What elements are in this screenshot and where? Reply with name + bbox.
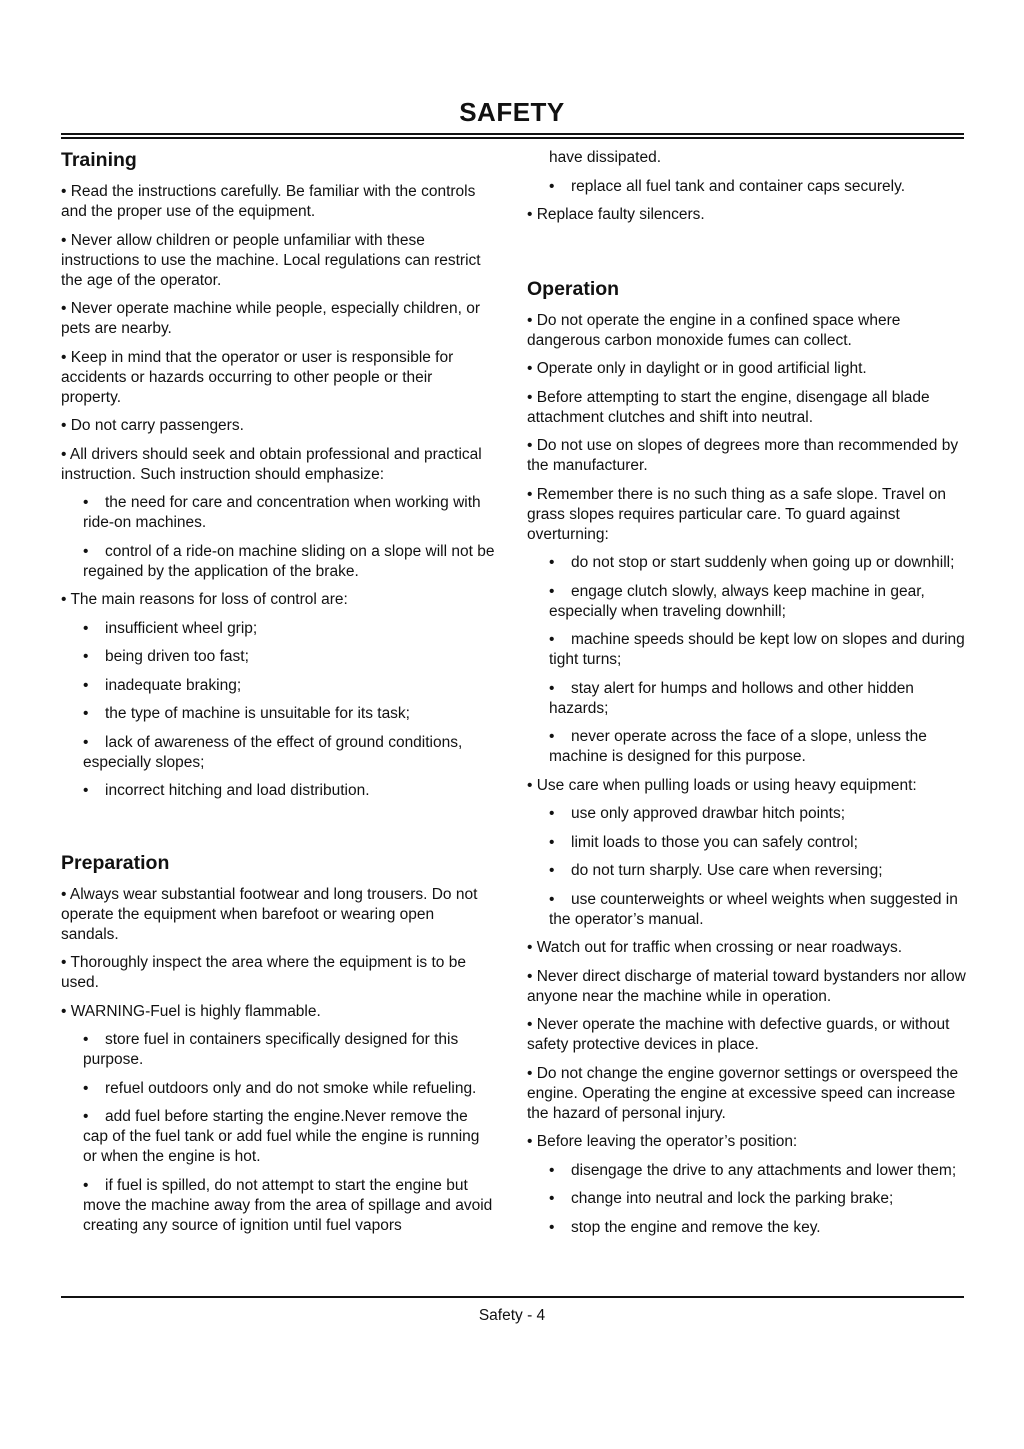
bullet-paragraph: • Operate only in daylight or in good artificial light. (527, 360, 867, 377)
sub-bullet-item (83, 1107, 496, 1167)
bullet-text: never operate across the face of a slope, unless the machine is designed for this purpose. (549, 728, 927, 765)
right-column (527, 148, 967, 1246)
bullet-icon: • (549, 1218, 555, 1236)
sub-bullet-item (83, 1030, 496, 1070)
bullet-paragraph: • Remember there is no such thing as a safe slope. Travel on grass slopes requires particular care. To guard against overturning: (527, 485, 946, 543)
sub-bullet-item (549, 177, 967, 197)
section-preparation (61, 851, 496, 1236)
bullet-paragraph: • Keep in mind that the operator or user is responsible for accidents or hazards occurring to other people or their property. (61, 348, 454, 406)
section-training (61, 148, 496, 801)
sub-bullet-item (549, 582, 967, 622)
bullet-icon: • (549, 862, 555, 879)
training-list (61, 182, 496, 801)
bullet-text: the need for care and concentration when working with ride-on machines. (83, 494, 481, 531)
bullet-text: change into neutral and lock the parking brake; (571, 1190, 894, 1207)
sub-bullet-item (83, 676, 496, 696)
bullet-paragraph: • WARNING-Fuel is highly flammable. (61, 1002, 321, 1020)
sub-bullet-item (83, 781, 496, 801)
section-spacer (527, 234, 967, 277)
sub-bullet-item (83, 542, 496, 582)
bullet-icon: • (549, 582, 555, 600)
bullet-icon: • (83, 542, 89, 560)
header-double-rule (61, 133, 964, 139)
sub-bullet-item (549, 630, 967, 670)
bullet-icon: • (83, 782, 89, 799)
operation-list (527, 311, 967, 1238)
sub-bullet-item (83, 704, 496, 724)
bullet-text: stay alert for humps and hollows and other hidden hazards; (549, 679, 914, 717)
bullet-paragraph: • The main reasons for loss of control are: (61, 591, 348, 608)
bullet-icon: • (83, 648, 89, 665)
bullet-paragraph: • Before attempting to start the engine, disengage all blade attachment clutches and shift into neutral. (527, 388, 930, 426)
bullet-text: lack of awareness of the effect of ground conditions, especially slopes; (83, 733, 463, 771)
bullet-icon: • (549, 805, 555, 822)
sub-bullet-item (549, 1218, 967, 1238)
bullet-paragraph: • Do not use on slopes of degrees more than recommended by the manufacturer. (527, 437, 959, 474)
bullet-icon: • (83, 1176, 89, 1194)
bullet-icon: • (549, 631, 555, 648)
bullet-paragraph: • Never operate machine while people, especially children, or pets are nearby. (61, 300, 480, 337)
page-title: SAFETY (459, 97, 565, 127)
bullet-text: inadequate braking; (105, 676, 242, 694)
bullet-text: the type of machine is unsuitable for its task; (105, 705, 410, 722)
bullet-icon: • (549, 679, 555, 697)
sub-bullet-item (83, 1079, 496, 1099)
bullet-text: add fuel before starting the engine.Never remove the cap of the fuel tank or add fuel while the engine is running or when the engine is hot. (83, 1108, 480, 1165)
bullet-text: do not stop or start suddenly when going up or downhill; (571, 554, 955, 571)
sub-bullet-item (83, 733, 496, 773)
sub-bullet-item (549, 1161, 967, 1181)
bullet-text: incorrect hitching and load distribution. (105, 782, 370, 799)
page-footer: Safety - 4 (478, 1307, 546, 1324)
bullet-icon: • (549, 554, 555, 571)
section-operation (527, 277, 967, 1238)
bullet-icon: • (549, 890, 555, 908)
bullet-paragraph: • Never allow children or people unfamiliar with these instructions to use the machine. Local regulations can restrict the age of the operator. (61, 231, 481, 289)
bullet-text: being driven too fast; (105, 648, 249, 665)
bullet-paragraph: • Do not change the engine governor settings or overspeed the engine. Operating the engine at excessive speed can increase the hazard of personal injury. (527, 1064, 959, 1122)
section-heading-preparation: Preparation (61, 851, 170, 874)
bullet-icon: • (83, 1108, 89, 1125)
bullet-text: do not turn sharply. Use care when reversing; (571, 862, 883, 879)
bullet-text: store fuel in containers specifically designed for this purpose. (83, 1031, 459, 1068)
bullet-text: if fuel is spilled, do not attempt to start the engine but move the machine away from the area of spillage and avoid creating any source of ignition until fuel vapors (83, 1176, 493, 1234)
bullet-text: limit loads to those you can safely control; (571, 833, 858, 851)
bullet-paragraph: • Before leaving the operator’s position: (527, 1133, 798, 1150)
bullet-paragraph: • Do not operate the engine in a confined space where dangerous carbon monoxide fumes can collect. (527, 311, 901, 349)
bullet-paragraph: • Always wear substantial footwear and long trousers. Do not operate the equipment when barefoot or wearing open sandals. (61, 885, 478, 943)
section-preparation-continued (527, 148, 967, 225)
bullet-icon: • (83, 1079, 89, 1097)
bullet-icon: • (549, 728, 555, 745)
sub-bullet-item (83, 493, 496, 533)
bullet-text: use counterweights or wheel weights when suggested in the operator’s manual. (549, 890, 958, 928)
sub-bullet-item (83, 619, 496, 639)
section-heading-operation: Operation (527, 277, 620, 300)
bullet-paragraph: • Thoroughly inspect the area where the equipment is to be used. (61, 954, 466, 991)
bullet-text: insufficient wheel grip; (105, 619, 258, 637)
bullet-paragraph: • Replace faulty silencers. (527, 206, 705, 223)
bullet-icon: • (83, 619, 89, 637)
sub-bullet-item (549, 833, 967, 853)
bullet-icon: • (83, 676, 89, 694)
bullet-text: use only approved drawbar hitch points; (571, 805, 845, 822)
bullet-text: disengage the drive to any attachments and lower them; (571, 1161, 957, 1179)
sub-bullet-item (549, 553, 967, 573)
bullet-text: engage clutch slowly, always keep machine in gear, especially when traveling downhill; (549, 582, 925, 620)
sub-bullet-item (549, 861, 967, 881)
bullet-icon: • (549, 833, 555, 851)
bullet-icon: • (83, 733, 89, 751)
sub-bullet-item (549, 1189, 967, 1209)
bullet-icon: • (549, 1190, 555, 1207)
preparation-list (61, 885, 496, 1236)
bullet-paragraph: • Do not carry passengers. (61, 417, 244, 434)
section-spacer (61, 810, 496, 851)
bullet-icon: • (83, 1031, 89, 1048)
bullet-text: refuel outdoors only and do not smoke while refueling. (105, 1079, 477, 1097)
sub-bullet-item (549, 679, 967, 719)
bullet-paragraph: • All drivers should seek and obtain professional and practical instruction. Such instruction should emphasize: (61, 445, 482, 483)
sub-bullet-item (549, 804, 967, 824)
bullet-paragraph: • Never operate the machine with defective guards, or without safety protective devices in place. (527, 1016, 950, 1053)
footer-rule (61, 1296, 964, 1298)
bullet-text: control of a ride-on machine sliding on a slope will not be regained by the application of the brake. (83, 542, 495, 580)
section-heading-training: Training (61, 149, 137, 171)
sub-bullet-item (83, 647, 496, 667)
sub-bullet-item (549, 727, 967, 767)
bullet-icon: • (549, 1161, 555, 1179)
bullet-paragraph: • Read the instructions carefully. Be familiar with the controls and the proper use of the equipment. (61, 183, 476, 220)
bullet-paragraph: • Never direct discharge of material toward bystanders nor allow anyone near the machine while in operation. (527, 967, 966, 1005)
left-column (61, 148, 496, 1244)
bullet-icon: • (83, 494, 89, 511)
bullet-text: replace all fuel tank and container caps securely. (571, 177, 906, 195)
bullet-text: stop the engine and remove the key. (571, 1218, 821, 1236)
sub-bullet-item (549, 890, 967, 930)
bullet-paragraph: • Watch out for traffic when crossing or near roadways. (527, 939, 903, 956)
bullet-icon: • (549, 177, 555, 195)
sub-bullet-item (83, 1176, 496, 1236)
preparation-continued-list (527, 148, 967, 225)
bullet-text: machine speeds should be kept low on slopes and during tight turns; (549, 631, 965, 668)
continued-text: have dissipated. (549, 149, 662, 166)
bullet-paragraph: • Use care when pulling loads or using heavy equipment: (527, 776, 917, 794)
bullet-icon: • (83, 705, 89, 722)
